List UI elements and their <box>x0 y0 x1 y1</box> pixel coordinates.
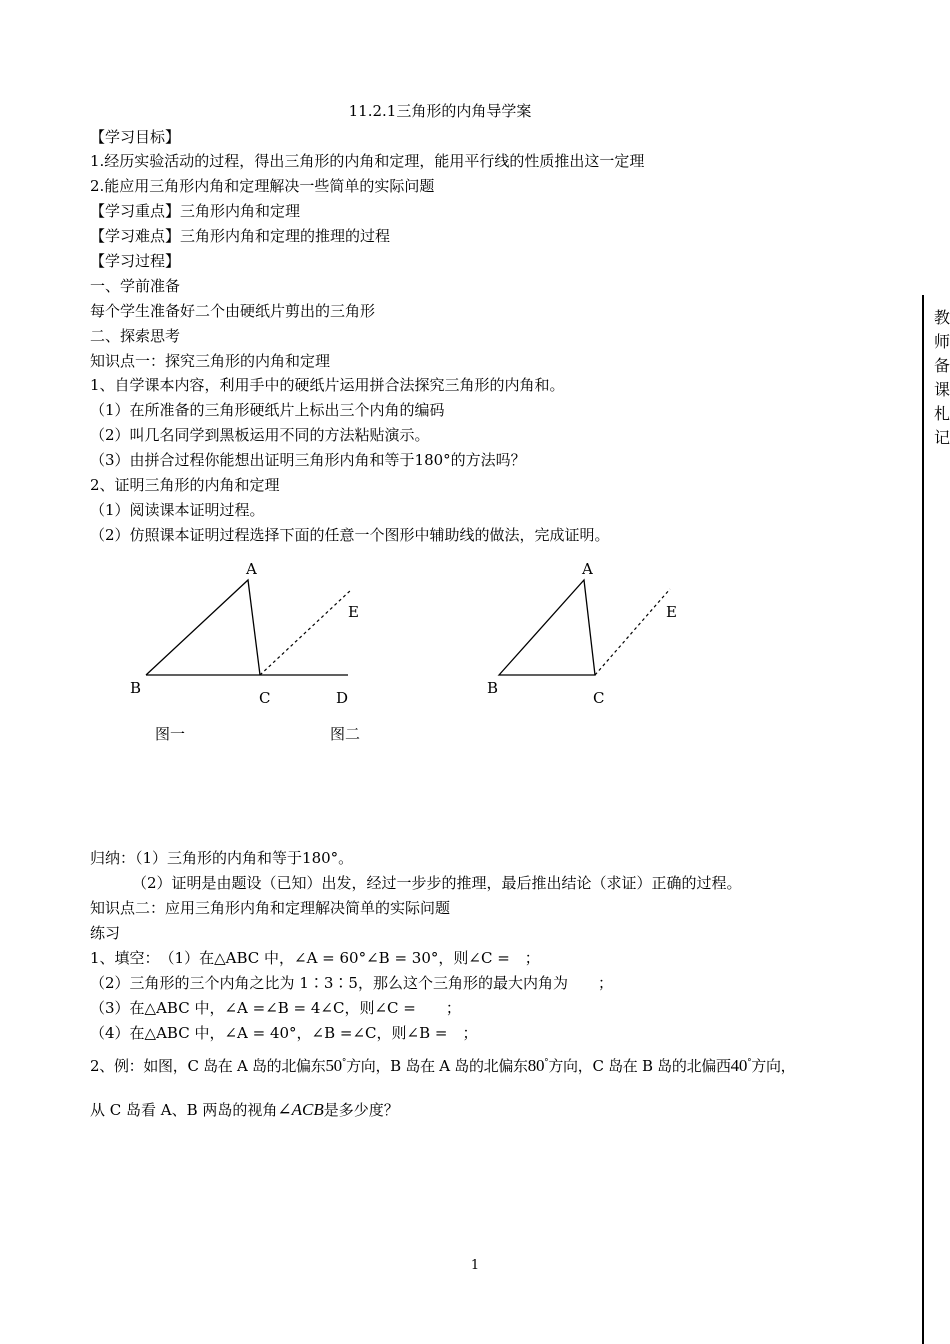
label-e: E <box>666 603 677 621</box>
text-line: 知识点二：应用三角形内角和定理解决简单的实际问题 <box>90 899 451 917</box>
text-line: （1）阅读课本证明过程。 <box>90 501 265 519</box>
example-text: 是多少度？ <box>323 1101 399 1119</box>
text-line: 【学习重点】三角形内角和定理 <box>90 202 301 220</box>
degree-sign: ° <box>341 1058 347 1068</box>
dashed-ce <box>595 589 670 675</box>
degree-sign: ° <box>544 1058 549 1068</box>
dashed-ce <box>260 589 352 675</box>
triangle-abc <box>146 580 260 675</box>
caption-figure-two: 图二 <box>330 725 361 743</box>
example-text: 方向，B 岛在 A 岛的北偏东 <box>346 1057 528 1075</box>
exercise-line: （2）三角形的三个内角之比为 1∶3∶5，那么这个三角形的最大内角为 ； <box>90 974 613 992</box>
exercise-line: （3）在△ABC 中，∠A =∠B = 4∠C，则∠C = ； <box>90 999 461 1017</box>
label-a: A <box>246 560 257 578</box>
exercise-line: （4）在△ABC 中，∠A = 40°，∠B =∠C，则∠B = ； <box>90 1024 478 1042</box>
label-a: A <box>582 560 593 578</box>
text-line: 知识点一：探究三角形的内角和定理 <box>90 352 331 370</box>
text-line: 一、学前准备 <box>90 277 181 295</box>
label-d: D <box>336 689 349 707</box>
side-char: 札 <box>934 404 950 423</box>
text-line: 1、自学课本内容，利用手中的硬纸片运用拼合法探究三角形的内角和。 <box>90 376 565 394</box>
label-b: B <box>487 679 499 697</box>
angle-value: 50 <box>325 1056 342 1075</box>
side-char: 教 <box>934 308 950 327</box>
teacher-notes-label <box>934 306 950 450</box>
example-line <box>90 1100 399 1120</box>
label-e: E <box>348 603 359 621</box>
triangle-abc <box>499 580 595 675</box>
side-char: 备 <box>934 356 950 375</box>
figure-two <box>487 560 677 707</box>
side-char: 师 <box>934 332 950 351</box>
figure-one <box>130 560 359 707</box>
text-line: 【学习过程】 <box>90 252 181 270</box>
angle-acb: ∠ACB <box>277 1100 324 1119</box>
text-line: 2.能应用三角形内角和定理解决一些简单的实际问题 <box>90 177 435 195</box>
summary-line: 归纳：（1）三角形的内角和等于180°。 <box>90 849 354 867</box>
geometry-figures <box>0 555 950 755</box>
text-line: （2）仿照课本证明过程选择下面的任意一个图形中辅助线的做法，完成证明。 <box>90 526 610 544</box>
example-text: 方向， <box>751 1057 796 1075</box>
text-line: 【学习难点】三角形内角和定理的推理的过程 <box>90 227 391 245</box>
text-line: （2）叫几名同学到黑板运用不同的方法粘贴演示。 <box>90 426 430 444</box>
text-line: 每个学生准备好二个由硬纸片剪出的三角形 <box>90 302 376 320</box>
exercise-line: 1、填空： （1）在△ABC 中，∠A = 60°∠B = 30°，则∠C = ； <box>90 949 540 967</box>
label-c: C <box>259 689 271 707</box>
text-line: 【学习目标】 <box>90 128 181 146</box>
summary-line: （2）证明是由题设（已知）出发，经过一步步的推理，最后推出结论（求证）正确的过程。 <box>132 874 742 892</box>
text-line: 练习 <box>90 924 121 942</box>
margin-rule <box>922 295 924 1344</box>
example-text: 方向，C 岛在 B 岛的北偏西 <box>548 1057 731 1075</box>
side-char: 记 <box>934 428 950 447</box>
caption-figure-one: 图一 <box>155 725 186 743</box>
page-number: 1 <box>470 1258 480 1273</box>
page-title: 11.2.1三角形的内角导学案 <box>348 102 532 120</box>
angle-value: 80 <box>527 1056 545 1075</box>
text-line: （1）在所准备的三角形硬纸片上标出三个内角的编码 <box>90 401 445 419</box>
text-line: 二、探索思考 <box>90 327 181 345</box>
example-line <box>90 1053 795 1076</box>
text-line: 1.经历实验活动的过程，得出三角形的内角和定理，能用平行线的性质推出这一定理 <box>90 152 645 170</box>
example-text: 从 C 岛看 A、B 两岛的视角 <box>90 1101 278 1119</box>
degree-sign: ° <box>747 1058 752 1068</box>
label-b: B <box>130 679 142 697</box>
text-line: （3）由拼合过程你能想出证明三角形内角和等于180°的方法吗？ <box>90 451 526 469</box>
example-text: 2、例：如图，C 岛在 A 岛的北偏东 <box>90 1057 326 1075</box>
text-line: 2、证明三角形的内角和定理 <box>90 476 280 494</box>
side-char: 课 <box>934 380 950 399</box>
angle-value: 40 <box>730 1056 748 1075</box>
label-c: C <box>593 689 605 707</box>
